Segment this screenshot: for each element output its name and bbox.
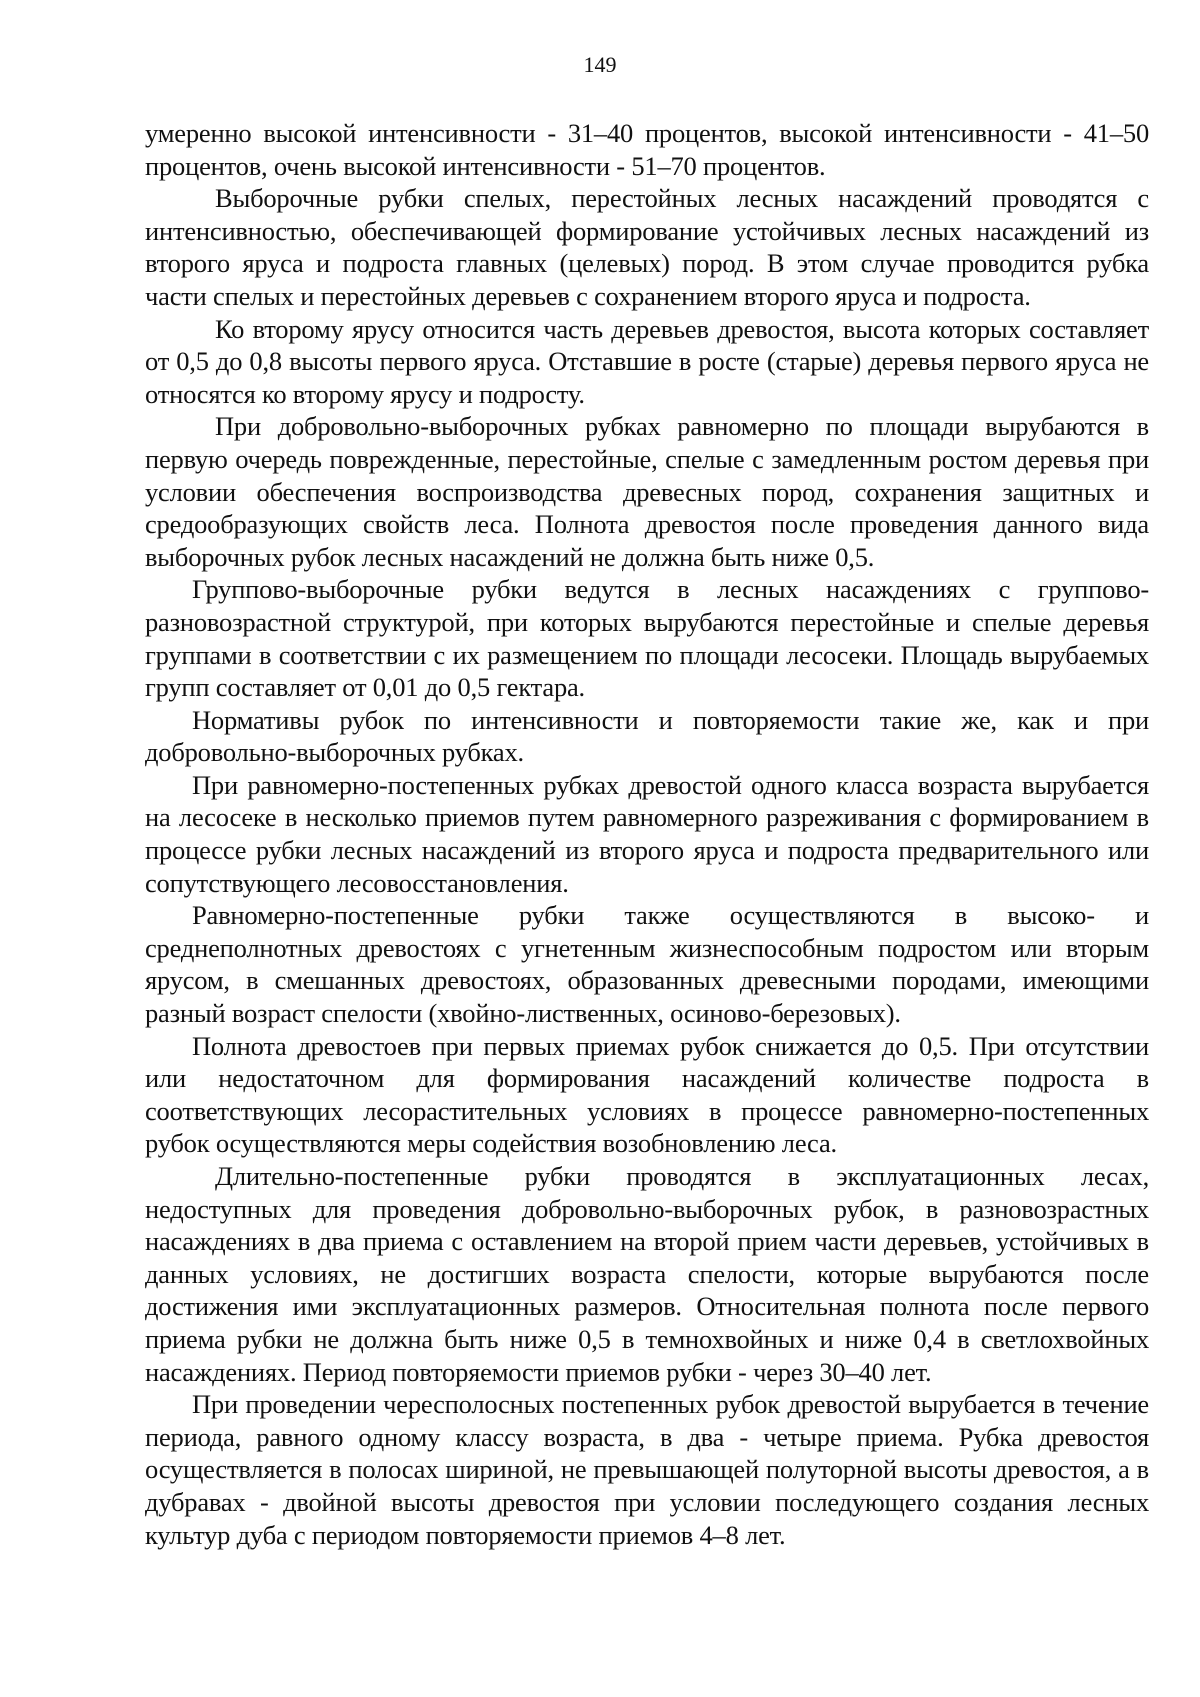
- paragraph-uniform-gradual: При равномерно-постепенных рубках древостой одного класса возраста вырубается на лесосеке в несколько приемов путем равномерного разреживания с формированием в процессе рубки лесных насаждений из второго яруса и подроста предварительного или сопутствующего лесовосстановления.: [145, 769, 1149, 898]
- page-number: 149: [583, 52, 617, 77]
- paragraph-intensity-continuation: умеренно высокой интенсивности - 31–40 процентов, высокой интенсивности - 41–50 процентов, очень высокой интенсивности - 51–70 процентов.: [145, 118, 1149, 181]
- paragraph-selective-felling: Выборочные рубки спелых, перестойных лесных насаждений проводятся с интенсивностью, обеспечивающей формирование устойчивых лесных насаждений из второго яруса и подроста главных (целевых) пород. В этом случае проводится рубка части спелых и перестойных деревьев с сохранением второго яруса и подроста.: [145, 183, 1149, 311]
- paragraph-strip-gradual: При проведении чересполосных постепенных рубок древостой вырубается в течение периода, равного одному классу возраста, в два - четыре приема. Рубка древостоя осуществляется в полосах шириной, не превышающей полуторной высоты древостоя, а в дубравах - двойной высоты древостоя при условии последующего создания лесных культур дуба с периодом повторяемости приемов 4–8 лет.: [145, 1389, 1149, 1550]
- paragraph-second-tier: Ко второму ярусу относится часть деревьев древостоя, высота которых составляет от 0,5 до 0,8 высоты первого яруса. Отставшие в росте (старые) деревья первого яруса не относятся ко второму ярусу и подросту.: [145, 313, 1149, 409]
- body-text: [145, 117, 1149, 1551]
- paragraph-voluntary-selective: При добровольно-выборочных рубках равномерно по площади вырубаются в первую очередь поврежденные, перестойные, спелые с замедленным ростом деревья при условии обеспечения воспроизводства древесных пород, сохранения защитных и средообразующих свойств леса. Полнота древостоя после проведения данного вида выборочных рубок лесных насаждений не должна быть ниже 0,5.: [145, 411, 1149, 572]
- paragraph-norms: Нормативы рубок по интенсивности и повторяемости такие же, как и при добровольно-выборочных рубках.: [145, 704, 1149, 768]
- paragraph-uniform-gradual-density: Равномерно-постепенные рубки также осуществляются в высоко- и среднеполнотных древостоях с угнетенным жизнеспособным подростом или вторым ярусом, в смешанных древостоях, образованных древесными породами, имеющими разный возраст спелости (хвойно-лиственных, осиново-березовых).: [145, 900, 1149, 1029]
- paragraph-group-selective: Группово-выборочные рубки ведутся в лесных насаждениях с группово-разновозрастной структурой, при которых вырубаются перестойные и спелые деревья группами в соответствии с их размещением по площади лесосеки. Площадь вырубаемых групп составляет от 0,01 до 0,5 гектара.: [145, 574, 1149, 703]
- paragraph-stand-density: Полнота древостоев при первых приемах рубок снижается до 0,5. При отсутствии или недостаточном для формирования насаждений количестве подроста в соответствующих лесорастительных условиях в процессе равномерно-постепенных рубок осуществляются меры содействия возобновлению леса.: [145, 1030, 1149, 1159]
- paragraph-long-gradual: Длительно-постепенные рубки проводятся в эксплуатационных лесах, недоступных для проведения добровольно-выборочных рубок, в разновозрастных насаждениях в два приема с оставлением на второй прием части деревьев, устойчивых в данных условиях, не достигших возраста спелости, которые вырубаются после достижения ими эксплуатационных размеров. Относительная полнота после первого приема рубки не должна быть ниже 0,5 в темнохвойных и ниже 0,4 в светлохвойных насаждениях. Период повторяемости приемов рубки - через 30–40 лет.: [145, 1161, 1149, 1387]
